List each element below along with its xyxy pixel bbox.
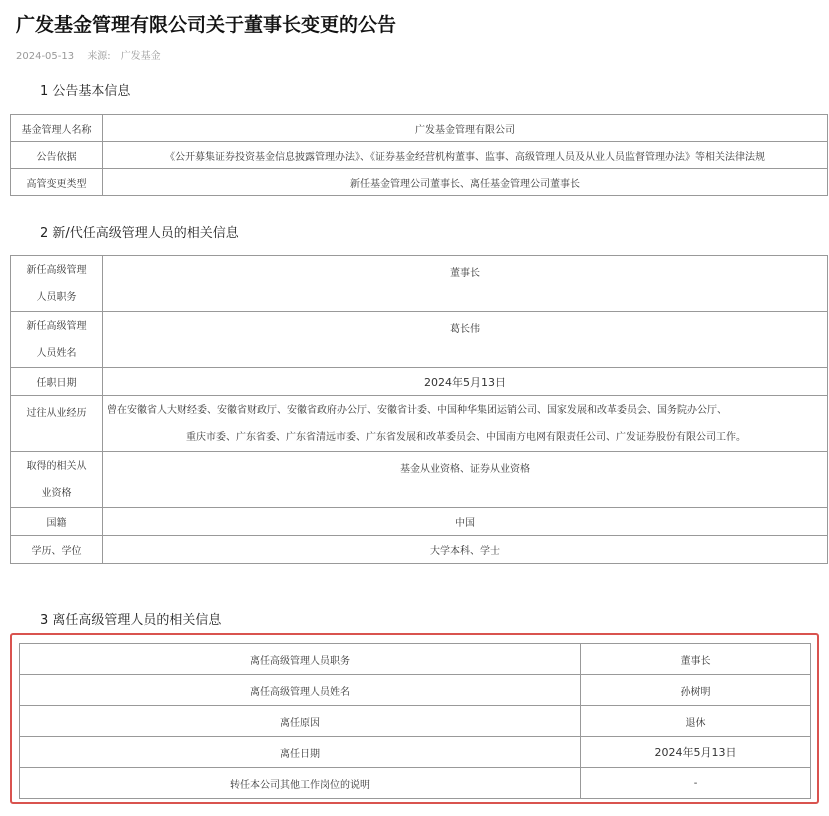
basic-info-table: [10, 114, 828, 196]
table-row: [20, 768, 811, 799]
table-row: [11, 142, 828, 169]
row-value: 《公开募集证券投资基金信息披露管理办法》、《证券基金经营机构董事、监事、高级管理人员及从业人员监督管理办法》等相关法律法规: [103, 142, 828, 169]
row-label: 公告依据: [11, 142, 103, 169]
source-label: 来源:: [87, 51, 111, 62]
row-label: 离任高级管理人员姓名: [20, 675, 581, 706]
departing-manager-table: [19, 643, 811, 799]
source-name: 广发基金: [120, 51, 161, 62]
article-meta: [16, 47, 171, 62]
table-row: [11, 396, 828, 452]
row-label: 高管变更类型: [11, 169, 103, 196]
table-row: [20, 644, 811, 675]
row-value: 广发基金管理有限公司: [103, 115, 828, 142]
table-row: [11, 256, 828, 312]
section-2-heading: 2 新/代任高级管理人员的相关信息: [40, 226, 239, 241]
row-label: 转任本公司其他工作岗位的说明: [20, 768, 581, 799]
row-label: 基金管理人名称: [11, 115, 103, 142]
row-label: 新任高级管理 人员职务: [11, 256, 103, 312]
page-title: 广发基金管理有限公司关于董事长变更的公告: [16, 14, 397, 36]
row-label: 国籍: [11, 508, 103, 536]
section-3-heading: 3 离任高级管理人员的相关信息: [40, 613, 222, 628]
table-row: [20, 675, 811, 706]
publish-date: 2024-05-13: [16, 51, 75, 62]
row-label: 任职日期: [11, 368, 103, 396]
row-value: 退休: [581, 706, 811, 737]
table-row: [11, 452, 828, 508]
row-label: 过往从业经历: [11, 396, 103, 452]
row-label: 新任高级管理 人员姓名: [11, 312, 103, 368]
row-label: 学历、学位: [11, 536, 103, 564]
table-row: [11, 169, 828, 196]
section-1-heading: 1 公告基本信息: [40, 84, 131, 99]
row-label: 离任高级管理人员职务: [20, 644, 581, 675]
row-label: 离任日期: [20, 737, 581, 768]
table-row: [20, 706, 811, 737]
table-row: [20, 737, 811, 768]
row-value: 曾在安徽省人大财经委、安徽省财政厅、安徽省政府办公厅、安徽省计委、中国种华集团运销公司、国家发展和改革委员会、国务院办公厅、 重庆市委、广东省委、广东省清远市委、广东省发展和改革委员会、中国南方电网有限责任公司、广发证券股份有限公司工作。: [103, 396, 828, 452]
row-label: 取得的相关从 业资格: [11, 452, 103, 508]
table-row: [11, 368, 828, 396]
row-value: 2024年5月13日: [103, 368, 828, 396]
row-value: 基金从业资格、证券从业资格: [103, 452, 828, 508]
table-row: [11, 115, 828, 142]
new-manager-table: [10, 255, 828, 564]
row-value: 2024年5月13日: [581, 737, 811, 768]
row-value: 孙树明: [581, 675, 811, 706]
row-value: 董事长: [581, 644, 811, 675]
row-label: 离任原因: [20, 706, 581, 737]
row-value: 大学本科、学士: [103, 536, 828, 564]
row-value: 新任基金管理公司董事长、离任基金管理公司董事长: [103, 169, 828, 196]
table-row: [11, 536, 828, 564]
row-value: -: [581, 768, 811, 799]
table-row: [11, 508, 828, 536]
row-value: 董事长: [103, 256, 828, 312]
table-row: [11, 312, 828, 368]
row-value: 葛长伟: [103, 312, 828, 368]
row-value: 中国: [103, 508, 828, 536]
